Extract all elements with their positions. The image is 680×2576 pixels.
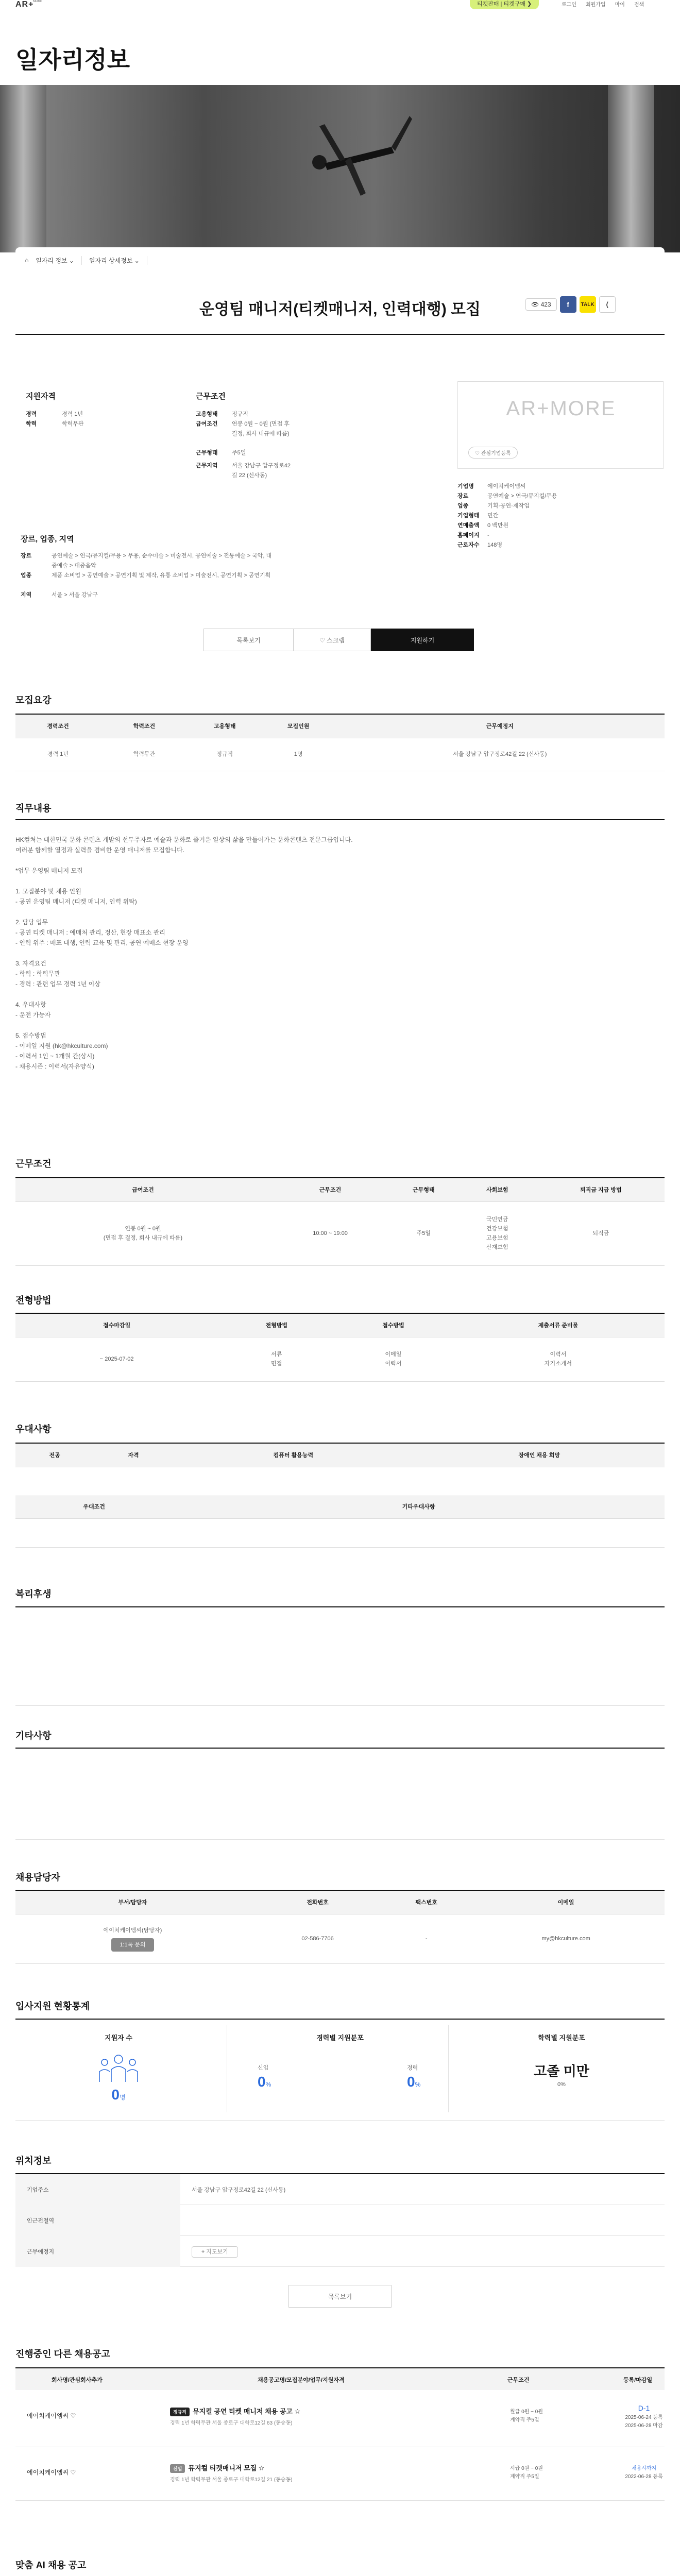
apply-button[interactable]: 지원하기 xyxy=(371,629,474,651)
list-button-bottom[interactable]: 목록보기 xyxy=(288,2285,392,2308)
edu-label: 학력별 지원분포 xyxy=(538,2034,585,2042)
etc-heading: 기타사항 xyxy=(15,1731,52,1741)
top-menu xyxy=(562,0,644,8)
facebook-share-icon[interactable]: f xyxy=(560,296,576,313)
desc-heading: 직무내용 xyxy=(15,803,52,814)
mypage-link[interactable]: 마이 xyxy=(615,2,625,8)
company-card xyxy=(457,381,664,469)
cond-location: 근무지역 서울 강남구 압구정로42길 22 (신사동) xyxy=(196,463,291,479)
breadcrumb xyxy=(15,247,665,273)
home-icon[interactable]: ⌂ xyxy=(25,257,29,264)
divider xyxy=(15,2120,665,2121)
edu-pct: 0% xyxy=(557,2081,566,2088)
location-workplace: 근무예정지 ⌖ 지도보기 xyxy=(15,2236,665,2267)
list-button[interactable]: 목록보기 xyxy=(203,629,294,651)
new-label: 신입 xyxy=(258,2065,269,2071)
edu-value: 고졸 미만 xyxy=(534,2063,589,2079)
login-link[interactable]: 로그인 xyxy=(562,2,576,8)
location-subway: 인근전철역 xyxy=(15,2205,665,2236)
apply-heading: 전형방법 xyxy=(15,1295,52,1306)
divider xyxy=(15,1606,665,1607)
company-employees: 근로자수 148명 xyxy=(457,542,502,548)
ticket-button[interactable]: 티켓판매 | 티켓구매 ❯ xyxy=(470,0,539,9)
company-revenue: 연매출액 0 백만원 xyxy=(457,522,509,529)
field-region: 지역 서울 > 서울 강남구 xyxy=(21,592,98,598)
cond-salary: 급여조건 연봉 0원 ~ 0원 (면접 후 결정, 회사 내규에 따름) xyxy=(196,421,290,437)
qual-career: 경력 경력 1년 xyxy=(26,411,83,417)
company-logo: AR+MORE xyxy=(506,397,616,420)
ongoing-row[interactable]: 에이치케이엠씨 ♡ 신입 뮤지컬 티켓매니저 모집 ☆ 경력 1년 학력무관 서울 종로구 대학로12길 21 (동숭동) 시급 0원 ~ 0원 계약직 주5일 채용시까지 2022-06-28 등록 xyxy=(15,2447,665,2501)
work-table: 급여조건 근무조건 근무형태 사회보험 퇴직금 지급 방법 연봉 0원 ~ 0원 (면접 후 결정, 회사 내규에 따름) 10:00 ~ 19:00 주5일 국민연금 건강보험 고용보험 산재보험 퇴직금 xyxy=(15,1177,665,1266)
map-button[interactable]: ⌖ 지도보기 xyxy=(192,2246,238,2258)
divider xyxy=(15,1839,665,1840)
divider xyxy=(15,1748,665,1749)
pref-table: 전공 자격 컴퓨터 활용능력 장애인 채용 희망 우대조건 기타우대사항 xyxy=(15,1443,665,1548)
site-logo[interactable]: AR+ xyxy=(15,0,34,9)
breadcrumb-level1[interactable]: 일자리 정보 ⌄ xyxy=(36,256,82,265)
exp-label: 경력 xyxy=(407,2065,418,2071)
ongoing-row[interactable]: 에이치케이엠씨 ♡ 정규직 뮤지컬 공연 티켓 매니저 채용 공고 ☆ 경력 1년 학력무관 서울 종로구 대학로12길 63 (동숭동) 월급 0원 ~ 0원 계약직 주5일 D-1 2025-06-24 등록 2025-06-28 마감 xyxy=(15,2391,665,2447)
cond-employment: 고용형태 정규직 xyxy=(196,411,248,417)
company-name: 기업명 에이치케이엠씨 xyxy=(457,483,526,489)
scrap-button[interactable]: ♡ 스크랩 xyxy=(294,629,371,651)
ai-heading: 맞춤 AI 채용 공고 xyxy=(15,2560,87,2570)
kakao-share-icon[interactable]: TALK xyxy=(580,296,596,313)
applicants-label: 지원자 수 xyxy=(105,2034,132,2042)
favorite-company-button[interactable]: ♡ 관심기업등록 xyxy=(468,447,518,459)
qual-education: 학력 학력무관 xyxy=(26,421,84,427)
recruit-heading: 모집요강 xyxy=(15,695,52,705)
divider xyxy=(15,1705,665,1706)
ongoing-header: 회사명/관심회사추가 채용공고명/모집분야/업무/지원자격 근무조건 등록/마감일 xyxy=(15,2367,665,2390)
company-genre: 장르 공연예술 > 연극/뮤지컬/무용 xyxy=(457,493,557,499)
exp-pct: 0% xyxy=(407,2074,421,2090)
job-title: 운영팀 매니저(티켓매니저, 인력대행) 모집 xyxy=(199,301,481,318)
job-description: HK컬처는 대한민국 문화 콘텐츠 개발의 선두주자로 예술과 문화로 즐거운 일상의 삶을 만들어가는 문화콘텐츠 전문그룹입니다. 여러분 함께할 열정과 실력을 겸비한 운영 매니저를 모집합니다. *업무 운영팀 매니저 모집 1. 모집분야 및 채용 인원 - 공연 운영팀 매니저 (티켓 매니저, 인력 위탁) 2. 담당 업무 - 공연 티켓 매니저 : 예매처 관리, 정산, 현장 매표소 관리 - 인력 위주 : 매표 대행, 인력 교육 및 관리, 공연 예매소 현장 운영 3. 자격요건 - 학력 : 학력무관 - 경력 : 관련 업무 경력 1년 이상 4. 우대사항 - 운전 가능자 5. 접수방법 - 이메일 지원 (hk@hkculture.com) - 이력서 1인 ~ 1개월 간(상시) - 채용시즌 : 이력서(자유양식) xyxy=(15,836,353,1070)
site-logo-sub: MORE xyxy=(33,0,42,3)
divider xyxy=(15,2019,665,2020)
company-type: 기업형태 민간 xyxy=(457,513,499,519)
share-icon[interactable]: ⟨ xyxy=(599,296,616,313)
signup-link[interactable]: 회원가입 xyxy=(585,2,606,8)
chat-button[interactable]: 1:1톡 문의 xyxy=(111,1938,154,1952)
apply-table: 접수마감일 전형방법 접수방법 제출서류 준비물 ~ 2025-07-02 서류 면접 이메일 이력서 이력서 자기소개서 xyxy=(15,1313,665,1382)
company-homepage: 홈페이지 - xyxy=(457,532,489,538)
dancer-illustration xyxy=(288,106,412,229)
divider xyxy=(15,819,665,820)
pref-heading: 우대사항 xyxy=(15,1424,52,1434)
hero-image xyxy=(0,85,680,252)
recruit-table: 경력조건 학력조건 고용형태 모집인원 근무예정지 경력 1년 학력무관 정규직 1명 서울 강남구 압구정로42길 22 (신사동) xyxy=(15,714,665,771)
new-pct: 0% xyxy=(258,2074,271,2090)
people-icon xyxy=(94,2053,143,2084)
qual-heading: 지원자격 xyxy=(26,392,56,401)
ongoing-heading: 진행중인 다른 채용공고 xyxy=(15,2349,110,2359)
stats-heading: 입사지원 현황통계 xyxy=(15,2001,90,2011)
share-bar xyxy=(525,296,616,313)
view-count: 👁 423 xyxy=(525,298,557,311)
divider xyxy=(15,334,665,335)
location-heading: 위치정보 xyxy=(15,2156,52,2166)
career-label: 경력별 지원분포 xyxy=(316,2034,364,2042)
applicants-count: 0명 xyxy=(111,2087,126,2103)
field-genre: 장르 공연예술 > 연극/뮤지컬/무용 > 무용, 순수미술 > 미술전시, 공연예술 > 전통예술 > 국악, 대중예술 > 대중음악 xyxy=(21,553,272,569)
page-title: 일자리정보 xyxy=(15,46,130,73)
cond-worktype: 근무형태 주5일 xyxy=(196,450,246,456)
cond-heading: 근무조건 xyxy=(196,392,226,401)
welfare-heading: 복리후생 xyxy=(15,1589,52,1599)
contact-table: 부서/담당자 전화번호 팩스번호 이메일 에이치케이엠씨(담당자) 1:1톡 문의 02-586-7706 - my@hkculture.com xyxy=(15,1890,665,1964)
field-industry: 업종 제품 소비업 > 공연예술 > 공연기획 및 제작, 유통 소비업 > 미술전시, 공연기획 > 공연기획 xyxy=(21,572,271,579)
company-industry: 업종 기획·공연·제작업 xyxy=(457,503,530,509)
contact-heading: 채용담당자 xyxy=(15,1872,60,1883)
field-heading: 장르, 업종, 지역 xyxy=(21,535,74,544)
work-heading: 근무조건 xyxy=(15,1159,52,1169)
breadcrumb-level2[interactable]: 일자리 상세정보 ⌄ xyxy=(89,256,147,265)
location-address: 기업주소 서울 강남구 압구정로42길 22 (신사동) xyxy=(15,2174,665,2205)
top-bar xyxy=(0,0,680,9)
search-link[interactable]: 검색 xyxy=(634,2,644,8)
